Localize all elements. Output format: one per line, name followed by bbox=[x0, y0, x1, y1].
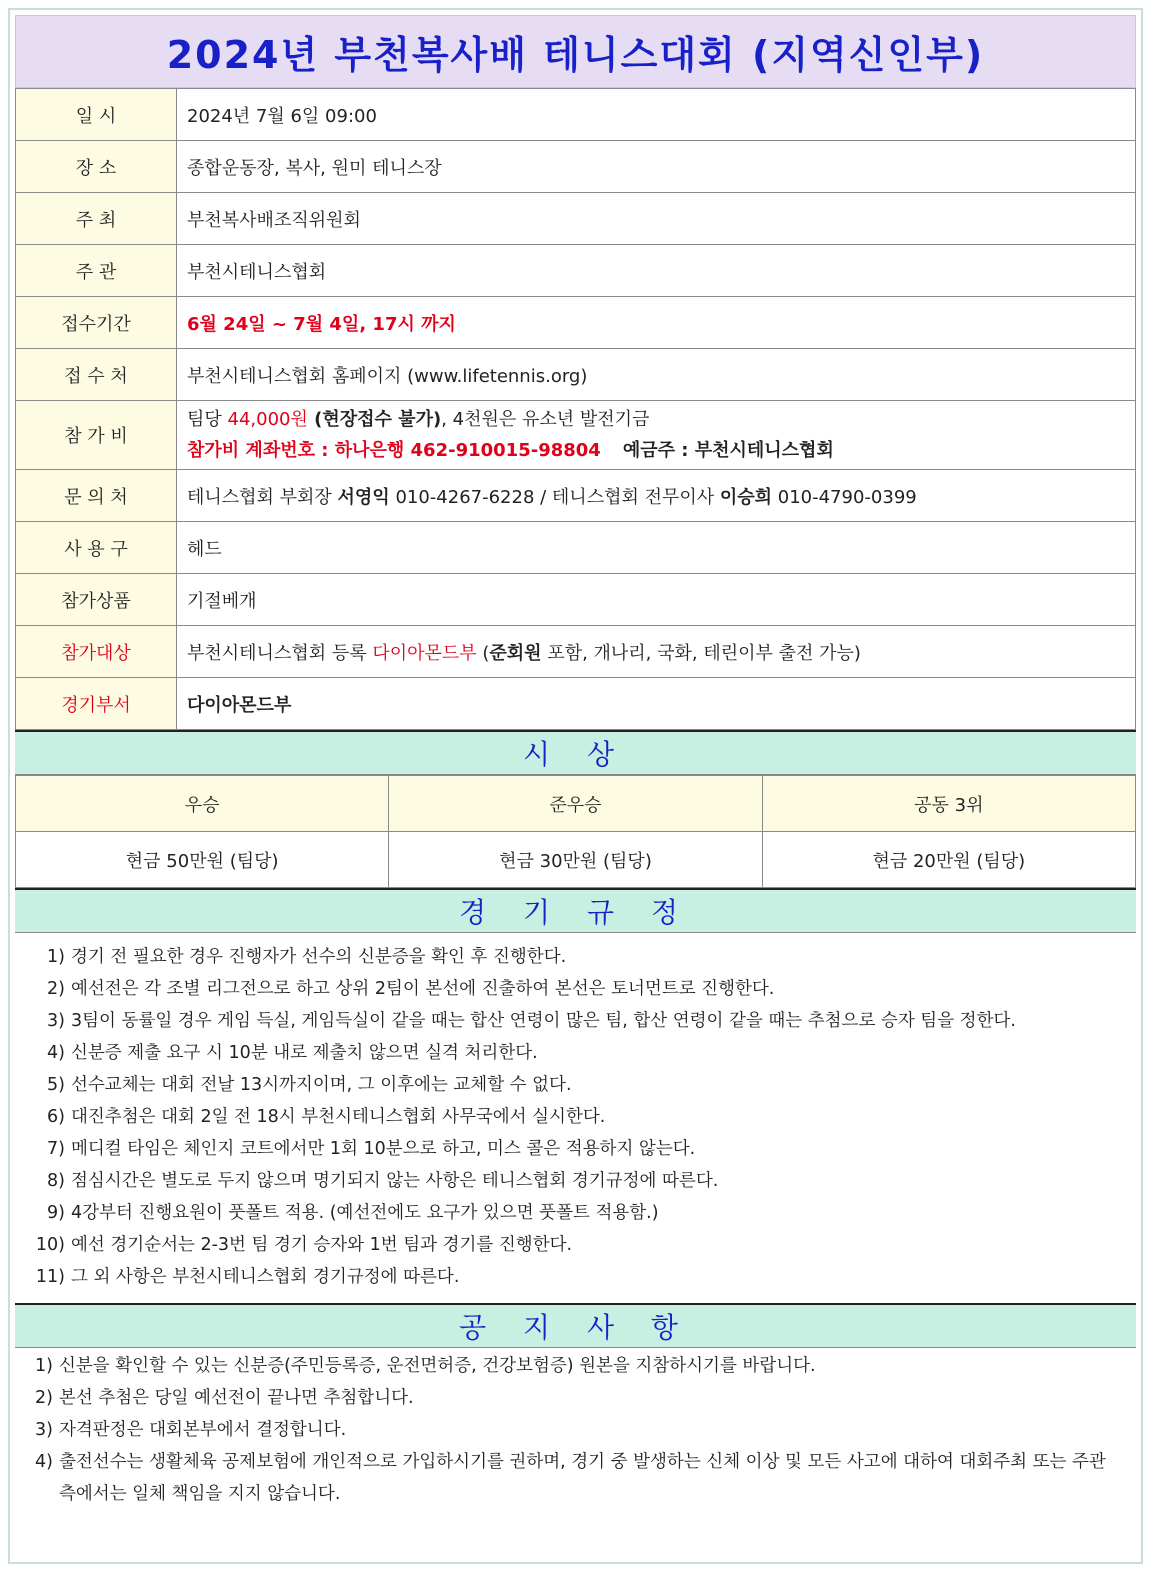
organizer-label: 주 관 bbox=[16, 245, 177, 297]
rules-list bbox=[15, 933, 1136, 1303]
rule-text: 그 외 사항은 부천시테니스협회 경기규정에 따른다. bbox=[71, 1267, 460, 1287]
rule-number: 4) bbox=[47, 1043, 65, 1063]
date-label: 일 시 bbox=[16, 89, 177, 141]
ball-value: 헤드 bbox=[177, 522, 1136, 574]
award-header-2: 준우승 bbox=[389, 776, 762, 832]
awards-heading: 시 상 bbox=[15, 730, 1136, 775]
rule-text: 신분증 제출 요구 시 10분 내로 제출치 않으면 실격 처리한다. bbox=[71, 1043, 538, 1063]
info-table bbox=[15, 88, 1136, 730]
notice-text: 자격판정은 대회본부에서 결정합니다. bbox=[59, 1420, 347, 1440]
fee-onsite-note: (현장접수 불가) bbox=[307, 409, 442, 430]
rule-number: 10) bbox=[35, 1235, 65, 1255]
gift-label: 참가상품 bbox=[16, 574, 177, 626]
rule-item bbox=[25, 1261, 1126, 1293]
host-label: 주 최 bbox=[16, 193, 177, 245]
contact-name-1: 서영익 bbox=[337, 486, 390, 508]
venue-value: 종합운동장, 복사, 원미 테니스장 bbox=[177, 141, 1136, 193]
rule-text: 메디컬 타임은 체인지 코트에서만 1회 10분으로 하고, 미스 콜은 적용하지 않는다. bbox=[71, 1139, 696, 1159]
period-label: 접수기간 bbox=[16, 297, 177, 349]
rule-text: 4강부터 진행요원이 풋폴트 적용. (예선전에도 요구가 있으면 풋폴트 적용함.) bbox=[71, 1203, 659, 1223]
contact-value bbox=[177, 470, 1136, 522]
notice-list bbox=[15, 1348, 1136, 1516]
notice-item bbox=[23, 1446, 1126, 1510]
rule-number: 6) bbox=[47, 1107, 65, 1127]
rule-item bbox=[25, 941, 1126, 973]
rule-text: 선수교체는 대회 전날 13시까지이며, 그 이후에는 교체할 수 없다. bbox=[71, 1075, 572, 1095]
period-value: 6월 24일 ~ 7월 4일, 17시 까지 bbox=[177, 297, 1136, 349]
target-value bbox=[177, 626, 1136, 678]
rule-item bbox=[25, 1005, 1126, 1037]
info-row-period bbox=[16, 297, 1136, 349]
rule-item bbox=[25, 1133, 1126, 1165]
gift-value: 기절베개 bbox=[177, 574, 1136, 626]
info-row-fee bbox=[16, 401, 1136, 470]
organizer-value: 부천시테니스협회 bbox=[177, 245, 1136, 297]
rule-item bbox=[25, 1197, 1126, 1229]
rule-number: 7) bbox=[47, 1139, 65, 1159]
notice-item bbox=[23, 1350, 1126, 1382]
notice-item bbox=[23, 1414, 1126, 1446]
rule-text: 예선 경기순서는 2-3번 팀 경기 승자와 1번 팀과 경기를 진행한다. bbox=[71, 1235, 573, 1255]
page-title: 2024년 부천복사배 테니스대회 (지역신인부) bbox=[15, 15, 1136, 88]
rule-text: 점심시간은 별도로 두지 않으며 명기되지 않는 사항은 테니스협회 경기규정에 따른다. bbox=[71, 1171, 719, 1191]
target-label: 참가대상 bbox=[16, 626, 177, 678]
info-row-division bbox=[16, 678, 1136, 730]
notice-number: 1) bbox=[35, 1356, 53, 1376]
rule-item bbox=[25, 1165, 1126, 1197]
notice-heading: 공 지 사 항 bbox=[15, 1303, 1136, 1348]
rule-number: 11) bbox=[35, 1267, 65, 1287]
contact-label: 문 의 처 bbox=[16, 470, 177, 522]
fee-account: 참가비 계좌번호 : 하나은행 462-910015-98804 bbox=[187, 440, 601, 461]
host-value: 부천복사배조직위원회 bbox=[177, 193, 1136, 245]
notice-number: 2) bbox=[35, 1388, 53, 1408]
target-division: 다이아몬드부 bbox=[372, 642, 477, 664]
info-row-date bbox=[16, 89, 1136, 141]
info-row-organizer bbox=[16, 245, 1136, 297]
venue-label: 장 소 bbox=[16, 141, 177, 193]
info-row-venue bbox=[16, 141, 1136, 193]
rule-number: 8) bbox=[47, 1171, 65, 1191]
award-value-1: 현금 50만원 (팀당) bbox=[16, 832, 389, 888]
info-row-reception bbox=[16, 349, 1136, 401]
notice-item bbox=[23, 1382, 1126, 1414]
rule-text: 대진추첨은 대회 2일 전 18시 부천시테니스협회 사무국에서 실시한다. bbox=[71, 1107, 606, 1127]
rule-number: 3) bbox=[47, 1011, 65, 1031]
ball-label: 사 용 구 bbox=[16, 522, 177, 574]
notice-number: 3) bbox=[35, 1420, 53, 1440]
info-row-host bbox=[16, 193, 1136, 245]
fee-label: 참 가 비 bbox=[16, 401, 177, 470]
rule-item bbox=[25, 1229, 1126, 1261]
award-value-3: 현금 20만원 (팀당) bbox=[762, 832, 1135, 888]
fee-fund-note: , 4천원은 유소년 발전기금 bbox=[441, 409, 650, 430]
rule-number: 1) bbox=[47, 947, 65, 967]
division-value: 다이아몬드부 bbox=[177, 678, 1136, 730]
notice-number: 4) bbox=[35, 1452, 53, 1472]
contact-e: 010-4790-0399 bbox=[772, 486, 917, 508]
fee-account-holder: 예금주 : 부천시테니스협회 bbox=[622, 440, 834, 461]
awards-header-row bbox=[16, 776, 1136, 832]
target-a: 부천시테니스협회 등록 bbox=[187, 642, 373, 664]
target-e: 포함, 개나리, 국화, 테린이부 출전 가능) bbox=[541, 642, 861, 664]
rule-text: 예선전은 각 조별 리그전으로 하고 상위 2팀이 본선에 진출하여 본선은 토너먼트로 진행한다. bbox=[71, 979, 775, 999]
reception-value: 부천시테니스협회 홈페이지 (www.lifetennis.org) bbox=[177, 349, 1136, 401]
info-row-contact bbox=[16, 470, 1136, 522]
awards-value-row bbox=[16, 832, 1136, 888]
rule-item bbox=[25, 1037, 1126, 1069]
rule-number: 2) bbox=[47, 979, 65, 999]
rule-item bbox=[25, 1069, 1126, 1101]
fee-line1-a: 팀당 bbox=[187, 409, 228, 430]
rule-number: 5) bbox=[47, 1075, 65, 1095]
award-header-3: 공동 3위 bbox=[762, 776, 1135, 832]
info-row-ball bbox=[16, 522, 1136, 574]
rule-text: 3팀이 동률일 경우 게임 득실, 게임득실이 같을 때는 합산 연령이 많은 팀, 합산 연령이 같을 때는 추첨으로 승자 팀을 정한다. bbox=[71, 1011, 1016, 1031]
target-c: ( bbox=[476, 642, 490, 664]
reception-label: 접 수 처 bbox=[16, 349, 177, 401]
notice-text: 본선 추첨은 당일 예선전이 끝나면 추첨합니다. bbox=[59, 1388, 414, 1408]
award-header-1: 우승 bbox=[16, 776, 389, 832]
info-row-gift bbox=[16, 574, 1136, 626]
contact-a: 테니스협회 부회장 bbox=[187, 486, 338, 508]
notice-text: 출전선수는 생활체육 공제보험에 개인적으로 가입하시기를 권하며, 경기 중 발생하는 신체 이상 및 모든 사고에 대하여 대회주최 또는 주관 측에서는 일체 책임을 지지 않습니다. bbox=[59, 1452, 1106, 1504]
date-value: 2024년 7월 6일 09:00 bbox=[177, 89, 1136, 141]
division-label: 경기부서 bbox=[16, 678, 177, 730]
rule-item bbox=[25, 1101, 1126, 1133]
award-value-2: 현금 30만원 (팀당) bbox=[389, 832, 762, 888]
fee-amount: 44,000원 bbox=[227, 409, 308, 430]
contact-c: 010-4267-6228 / 테니스협회 전무이사 bbox=[389, 486, 720, 508]
rule-item bbox=[25, 973, 1126, 1005]
notice-text: 신분을 확인할 수 있는 신분증(주민등록증, 운전면허증, 건강보험증) 원본을 지참하시기를 바랍니다. bbox=[59, 1356, 816, 1376]
fee-value bbox=[177, 401, 1136, 470]
awards-table bbox=[15, 775, 1136, 888]
rules-heading: 경 기 규 정 bbox=[15, 888, 1136, 933]
info-row-target bbox=[16, 626, 1136, 678]
tournament-sheet bbox=[15, 15, 1136, 1516]
rule-number: 9) bbox=[47, 1203, 65, 1223]
target-associate: 준회원 bbox=[489, 642, 542, 664]
rule-text: 경기 전 필요한 경우 진행자가 선수의 신분증을 확인 후 진행한다. bbox=[71, 947, 567, 967]
contact-name-2: 이승희 bbox=[719, 486, 773, 508]
